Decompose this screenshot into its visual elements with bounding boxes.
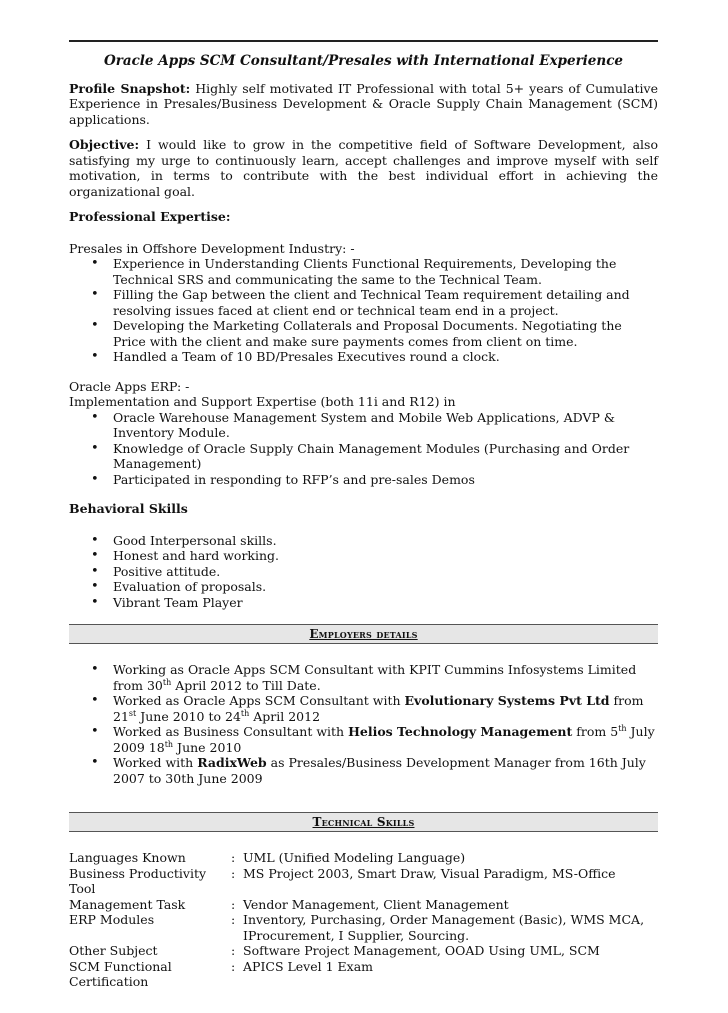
skill-row: SCM Functional Certification : APICS Level 1 Exam (69, 958, 374, 989)
employers-list (69, 662, 658, 786)
list-item: • Filling the Gap between the client and Technical Team requirement detailing and resolving issues faced at client end or technical team end in a project. (113, 287, 658, 318)
profile-label: Profile Snapshot: (69, 80, 191, 96)
skill-row: ERP Modules : Inventory, Purchasing, Order Management (Basic), WMS MCA, IProcurement, I Supplier, Sourcing. (69, 912, 645, 943)
list-item: • Knowledge of Oracle Supply Chain Management Modules (Purchasing and Order Management) (113, 441, 658, 472)
employer-name: RadixWeb (197, 755, 267, 770)
employers-heading: Employers details (309, 627, 418, 641)
list-item: • Vibrant Team Player (113, 595, 658, 611)
profile-snapshot (69, 81, 658, 128)
presales-list (69, 256, 658, 365)
resume-title: Oracle Apps SCM Consultant/Presales with International Experience (103, 53, 624, 69)
list-item: • Experience in Understanding Clients Functional Requirements, Developing the Technical SRS and communicating the same to the Technical Team. (113, 256, 658, 287)
expertise-heading: Professional Expertise: (69, 209, 231, 224)
skill-row: Business Productivity Tool : MS Project 2003, Smart Draw, Visual Paradigm, MS-Office (69, 865, 616, 896)
employer-name: Helios Technology Management (348, 724, 573, 739)
skill-row: Management Task : Vendor Management, Client Management (69, 896, 509, 912)
behavioral-list (69, 533, 658, 611)
behavioral-heading: Behavioral Skills (69, 501, 188, 516)
employer-item: • Working as Oracle Apps SCM Consultant with KPIT Cummins Infosystems Limited from 30th April 2012 to Till Date. (113, 662, 658, 693)
resume-page (69, 40, 658, 990)
list-item: • Positive attitude. (113, 564, 658, 580)
top-rule (69, 40, 658, 42)
list-item: • Good Interpersonal skills. (113, 533, 658, 549)
technical-skills-table (69, 850, 658, 990)
technical-heading: Technical Skills (312, 815, 415, 829)
list-item: • Developing the Marketing Collaterals and Proposal Documents. Negotiating the Price with the client and make sure payments comes from client on time. (113, 318, 658, 349)
list-item: • Oracle Warehouse Management System and Mobile Web Applications, ADVP & Inventory Module. (113, 410, 658, 441)
employer-name: Evolutionary Systems Pvt Ltd (404, 693, 610, 708)
technical-section-bar (69, 812, 658, 832)
erp-list (69, 410, 658, 488)
list-item: • Participated in responding to RFP’s and pre-sales Demos (113, 472, 658, 488)
skill-row: Languages Known : UML (Unified Modeling Language) (69, 850, 466, 865)
presales-title: Presales in Offshore Development Industry: - (69, 240, 355, 256)
list-item: • Honest and hard working. (113, 548, 658, 564)
list-item: • Handled a Team of 10 BD/Presales Executives round a clock. (113, 349, 658, 365)
erp-subtitle: Implementation and Support Expertise (both 11i and R12) in (69, 394, 456, 409)
employer-item: • Worked as Business Consultant with Helios Technology Management from 5th July 2009 18th June 2010 (113, 724, 658, 755)
profile-text: Highly self motivated IT Professional with total 5+ years of Cumulative Experience in Presales/Business Development & Oracle Supply Chain Management (SCM) applications. (69, 80, 658, 127)
employer-item: • Worked with RadixWeb as Presales/Business Development Manager from 16th July 2007 to 30th June 2009 (113, 755, 658, 786)
skill-row: Other Subject : Software Project Management, OOAD Using UML, SCM (69, 943, 600, 958)
objective (69, 137, 658, 199)
objective-text: I would like to grow in the competitive field of Software Development, also satisfying my urge to continuously learn, accept challenges and improve myself with self motivation, in terms to contribute with the best individual effort in achieving the organizational goal. (69, 137, 658, 199)
erp-title: Oracle Apps ERP: - (69, 378, 190, 394)
objective-label: Objective: (69, 137, 140, 152)
employers-section-bar (69, 624, 658, 644)
employer-item: • Worked as Oracle Apps SCM Consultant with Evolutionary Systems Pvt Ltd from 21st June 2010 to 24th April 2012 (113, 693, 658, 724)
list-item: • Evaluation of proposals. (113, 579, 658, 595)
